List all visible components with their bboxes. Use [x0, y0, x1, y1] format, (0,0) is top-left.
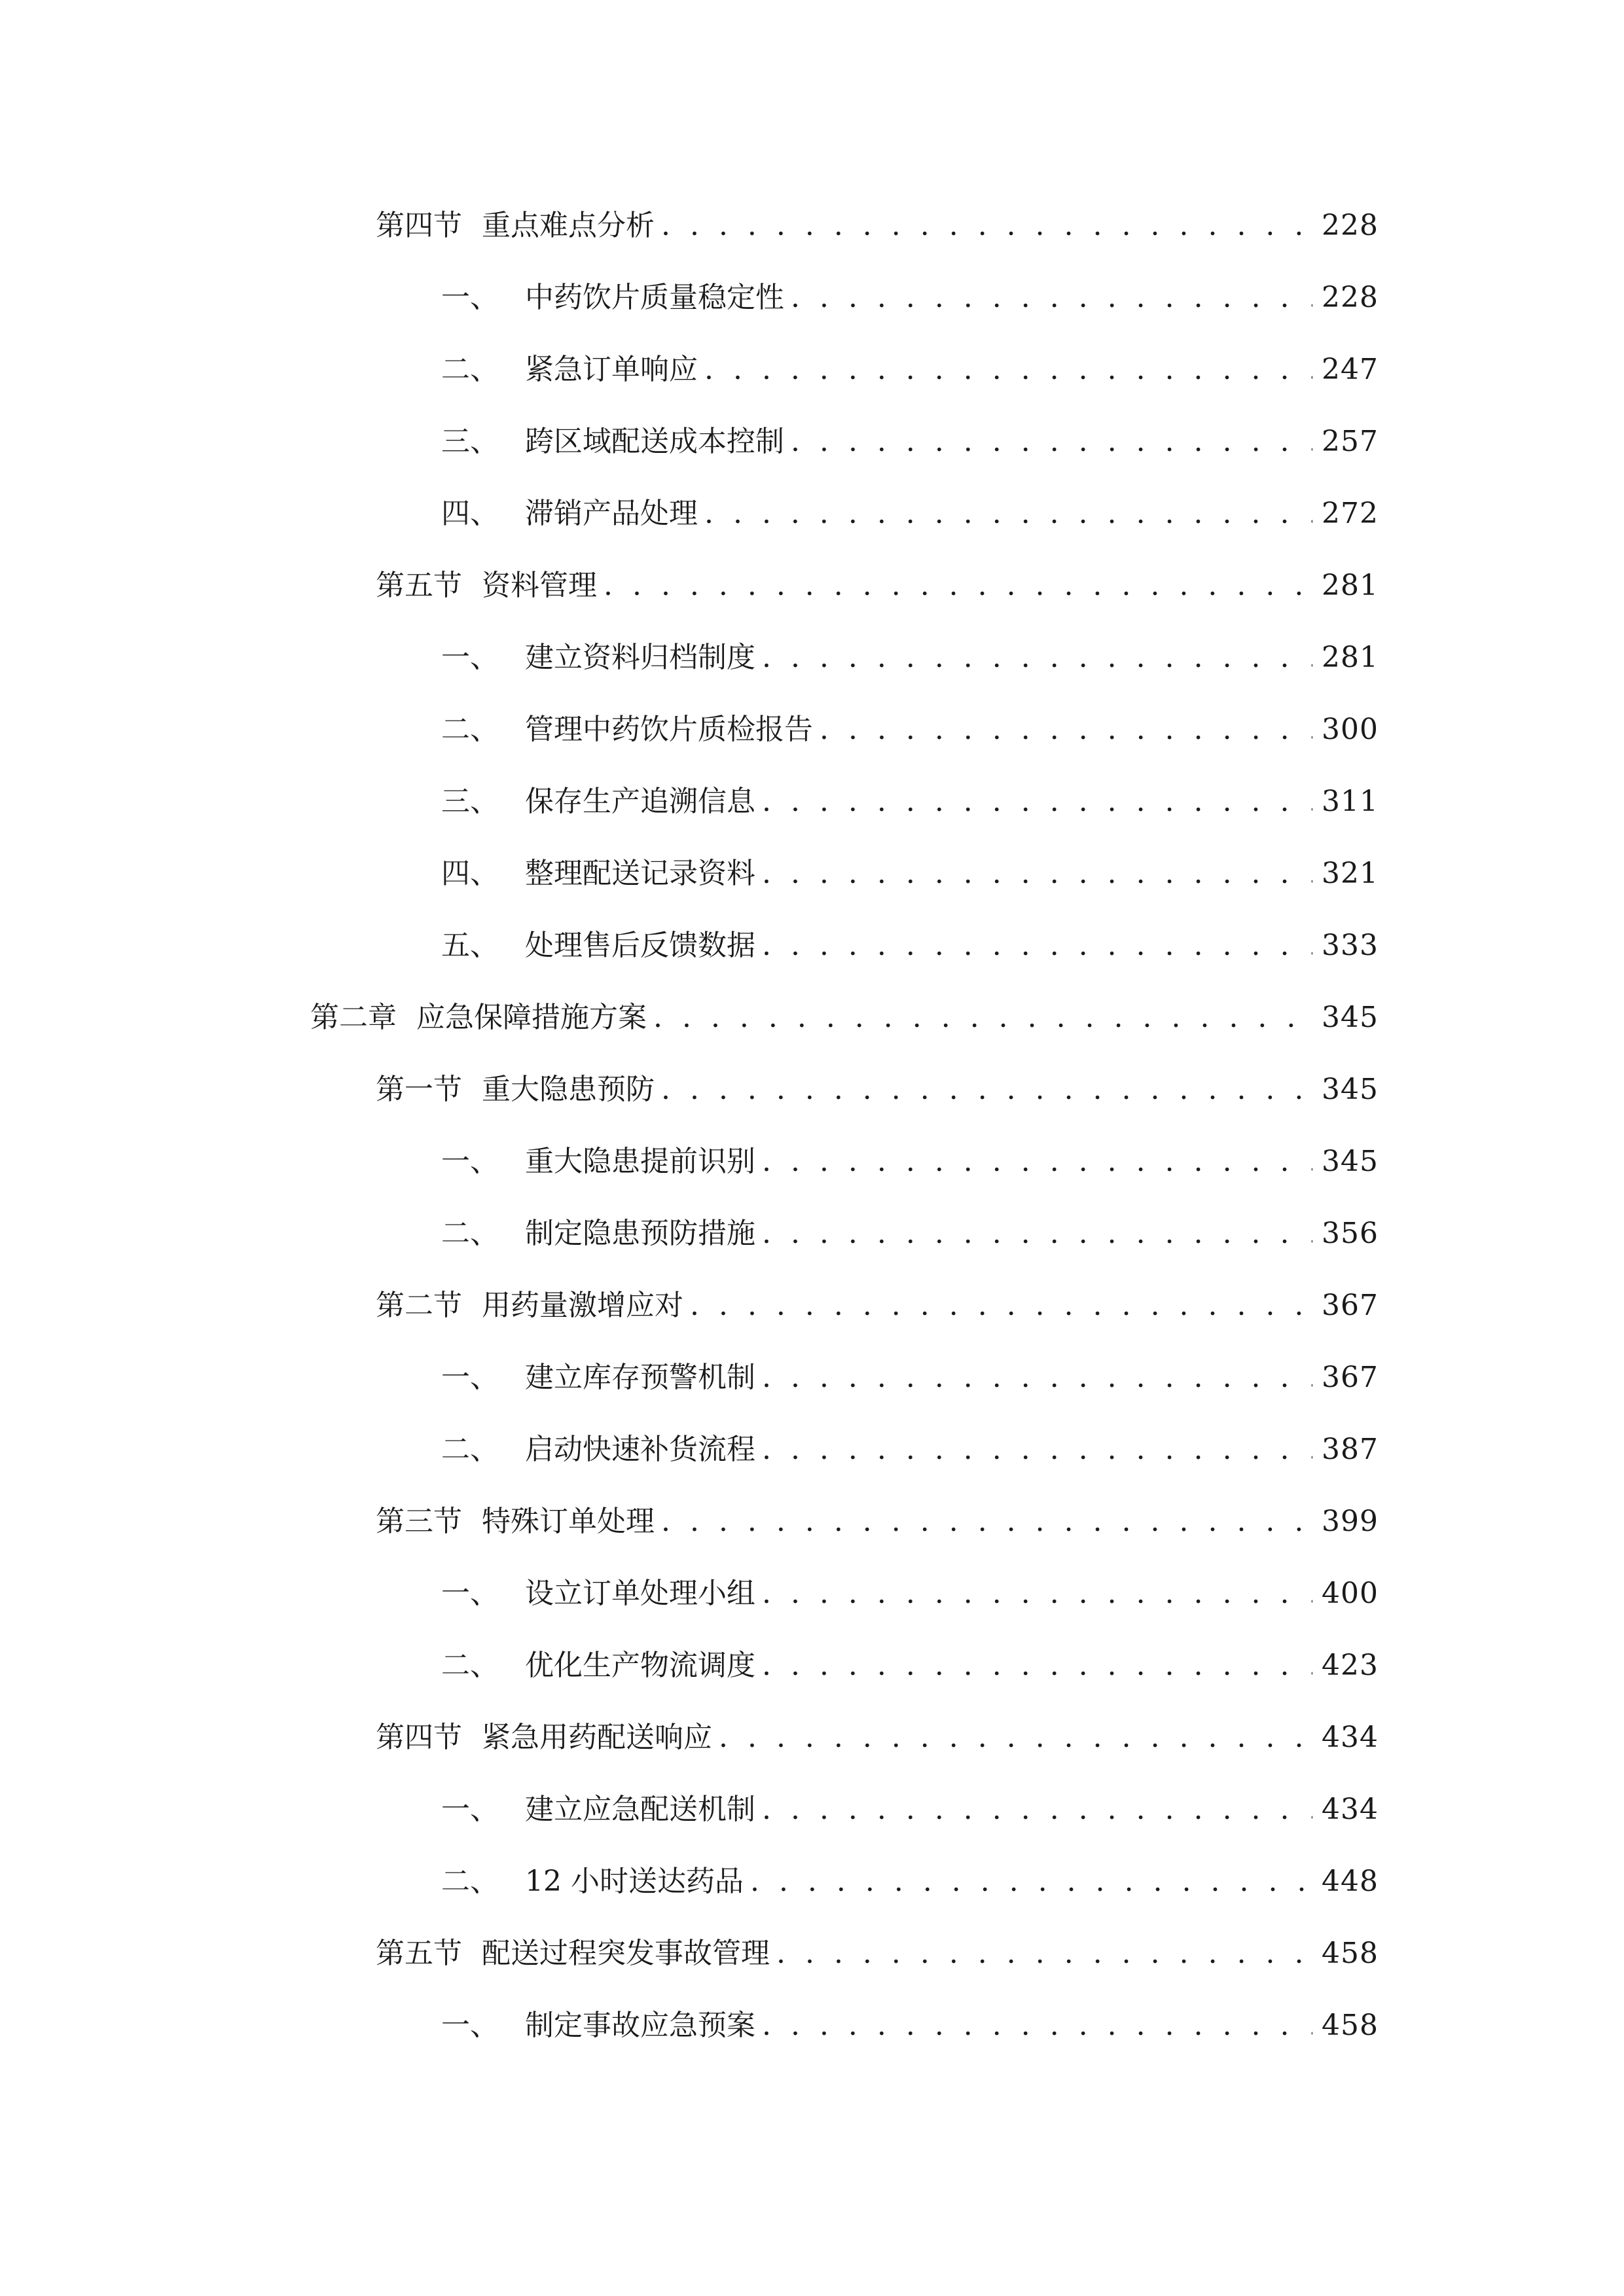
toc-entry[interactable]	[0, 1126, 1624, 1198]
toc-title: 重大隐患预防	[482, 1073, 655, 1106]
toc-page-number: 311	[1322, 785, 1379, 818]
toc-leader	[719, 1702, 1312, 1774]
toc-title: 跨区域配送成本控制	[525, 425, 784, 458]
toc-title: 用药量激增应对	[482, 1289, 683, 1322]
toc-prefix: 第四节	[376, 1721, 462, 1754]
toc-entry[interactable]	[0, 838, 1624, 910]
toc-title: 优化生产物流调度	[525, 1649, 755, 1682]
toc-title: 管理中药饮片质检报告	[525, 713, 813, 746]
toc-leader	[750, 1846, 1312, 1918]
toc-page-number: 228	[1322, 281, 1379, 314]
toc-title: 设立订单处理小组	[525, 1577, 755, 1610]
toc-page-number: 458	[1322, 2009, 1379, 2042]
toc-entry[interactable]	[0, 982, 1624, 1054]
toc-prefix: 一、	[441, 1577, 499, 1610]
toc-entry[interactable]	[0, 1990, 1624, 2062]
toc-leader	[776, 1918, 1312, 1990]
toc-leader	[661, 1054, 1312, 1126]
toc-leader	[762, 1126, 1312, 1198]
toc-title: 建立应急配送机制	[525, 1793, 755, 1826]
toc-entry[interactable]	[0, 1342, 1624, 1414]
toc-entry[interactable]	[0, 190, 1624, 262]
toc-page-number: 333	[1322, 929, 1379, 962]
toc-leader	[820, 694, 1312, 766]
toc-prefix: 一、	[441, 641, 499, 674]
toc-entry[interactable]	[0, 1270, 1624, 1342]
toc-prefix: 四、	[441, 857, 499, 890]
toc-page-number: 345	[1322, 1001, 1379, 1034]
toc-leader	[762, 1630, 1312, 1702]
toc-title: 制定隐患预防措施	[525, 1217, 755, 1250]
toc-title: 特殊订单处理	[482, 1505, 655, 1538]
toc-title: 保存生产追溯信息	[525, 785, 755, 818]
toc-entry[interactable]	[0, 1774, 1624, 1846]
toc-prefix: 第五节	[376, 1937, 462, 1970]
toc-entry[interactable]	[0, 1918, 1624, 1990]
toc-leader	[690, 1270, 1312, 1342]
toc-page-number: 400	[1322, 1577, 1379, 1610]
toc-entry[interactable]	[0, 262, 1624, 334]
toc-prefix: 三、	[441, 425, 499, 458]
toc-entry[interactable]	[0, 694, 1624, 766]
toc-entry[interactable]	[0, 1198, 1624, 1270]
toc-title: 重点难点分析	[482, 209, 655, 242]
toc-entry[interactable]	[0, 1414, 1624, 1486]
toc-page-number: 423	[1322, 1649, 1379, 1682]
toc-page-number: 321	[1322, 857, 1379, 890]
toc-leader	[704, 478, 1312, 550]
toc-entry[interactable]	[0, 550, 1624, 622]
toc-leader	[762, 1342, 1312, 1414]
toc-leader	[762, 1774, 1312, 1846]
toc-title: 紧急订单响应	[525, 353, 698, 386]
toc-entry[interactable]	[0, 1486, 1624, 1558]
toc-leader	[661, 1486, 1312, 1558]
toc-prefix: 五、	[441, 929, 499, 962]
toc-prefix: 第二节	[376, 1289, 462, 1322]
toc-prefix: 一、	[441, 1145, 499, 1178]
toc-leader	[762, 1558, 1312, 1630]
toc-prefix: 二、	[441, 1217, 499, 1250]
toc-title: 12 小时送达药品	[525, 1865, 744, 1898]
toc-prefix: 第四节	[376, 209, 462, 242]
toc-page-number: 300	[1322, 713, 1379, 746]
toc-leader	[762, 622, 1312, 694]
toc-leader	[661, 190, 1312, 262]
toc-prefix: 二、	[441, 1865, 499, 1898]
toc-leader	[791, 406, 1312, 478]
toc-entry[interactable]	[0, 910, 1624, 982]
table-of-contents	[0, 190, 1624, 2062]
toc-page-number: 272	[1322, 497, 1379, 530]
toc-title: 应急保障措施方案	[416, 1001, 647, 1034]
toc-page-number: 345	[1322, 1073, 1379, 1106]
toc-page-number: 367	[1322, 1289, 1379, 1322]
toc-leader	[791, 262, 1312, 334]
toc-title: 制定事故应急预案	[525, 2009, 755, 2042]
toc-leader	[762, 1198, 1312, 1270]
toc-entry[interactable]	[0, 766, 1624, 838]
toc-prefix: 三、	[441, 785, 499, 818]
toc-entry[interactable]	[0, 406, 1624, 478]
toc-page-number: 281	[1322, 569, 1379, 602]
toc-title: 建立库存预警机制	[525, 1361, 755, 1394]
toc-prefix: 二、	[441, 1433, 499, 1466]
toc-prefix: 二、	[441, 713, 499, 746]
toc-page-number: 448	[1322, 1865, 1379, 1898]
toc-title: 紧急用药配送响应	[482, 1721, 712, 1754]
toc-prefix: 二、	[441, 1649, 499, 1682]
toc-title: 启动快速补货流程	[525, 1433, 755, 1466]
toc-leader	[653, 982, 1312, 1054]
toc-page-number: 367	[1322, 1361, 1379, 1394]
toc-prefix: 第一节	[376, 1073, 462, 1106]
toc-title: 处理售后反馈数据	[525, 929, 755, 962]
toc-prefix: 第五节	[376, 569, 462, 602]
toc-leader	[762, 1990, 1312, 2062]
toc-page-number: 345	[1322, 1145, 1379, 1178]
toc-prefix: 一、	[441, 1361, 499, 1394]
toc-page-number: 434	[1322, 1721, 1379, 1754]
toc-title: 中药饮片质量稳定性	[525, 281, 784, 314]
toc-entry[interactable]	[0, 1846, 1624, 1918]
toc-entry[interactable]	[0, 1054, 1624, 1126]
toc-page-number: 228	[1322, 209, 1379, 242]
toc-leader	[762, 910, 1312, 982]
toc-entry[interactable]	[0, 622, 1624, 694]
toc-page-number: 399	[1322, 1505, 1379, 1538]
toc-prefix: 四、	[441, 497, 499, 530]
toc-entry[interactable]	[0, 1630, 1624, 1702]
toc-page-number: 281	[1322, 641, 1379, 674]
toc-entry[interactable]	[0, 1558, 1624, 1630]
toc-entry[interactable]	[0, 1702, 1624, 1774]
toc-leader	[762, 838, 1312, 910]
toc-title: 重大隐患提前识别	[525, 1145, 755, 1178]
toc-title: 滞销产品处理	[525, 497, 698, 530]
toc-entry[interactable]	[0, 478, 1624, 550]
toc-page-number: 387	[1322, 1433, 1379, 1466]
toc-title: 建立资料归档制度	[525, 641, 755, 674]
toc-page-number: 434	[1322, 1793, 1379, 1826]
toc-leader	[762, 766, 1312, 838]
toc-prefix: 一、	[441, 1793, 499, 1826]
toc-page-number: 257	[1322, 425, 1379, 458]
toc-prefix: 一、	[441, 281, 499, 314]
toc-prefix: 第二章	[310, 1001, 397, 1034]
toc-leader	[762, 1414, 1312, 1486]
toc-page-number: 356	[1322, 1217, 1379, 1250]
toc-prefix: 二、	[441, 353, 499, 386]
toc-prefix: 一、	[441, 2009, 499, 2042]
toc-page-number: 458	[1322, 1937, 1379, 1970]
toc-title: 资料管理	[482, 569, 597, 602]
toc-title: 配送过程突发事故管理	[482, 1937, 770, 1970]
toc-entry[interactable]	[0, 334, 1624, 406]
toc-leader	[704, 334, 1312, 406]
toc-title: 整理配送记录资料	[525, 857, 755, 890]
toc-page-number: 247	[1322, 353, 1379, 386]
toc-leader	[604, 550, 1312, 622]
toc-prefix: 第三节	[376, 1505, 462, 1538]
